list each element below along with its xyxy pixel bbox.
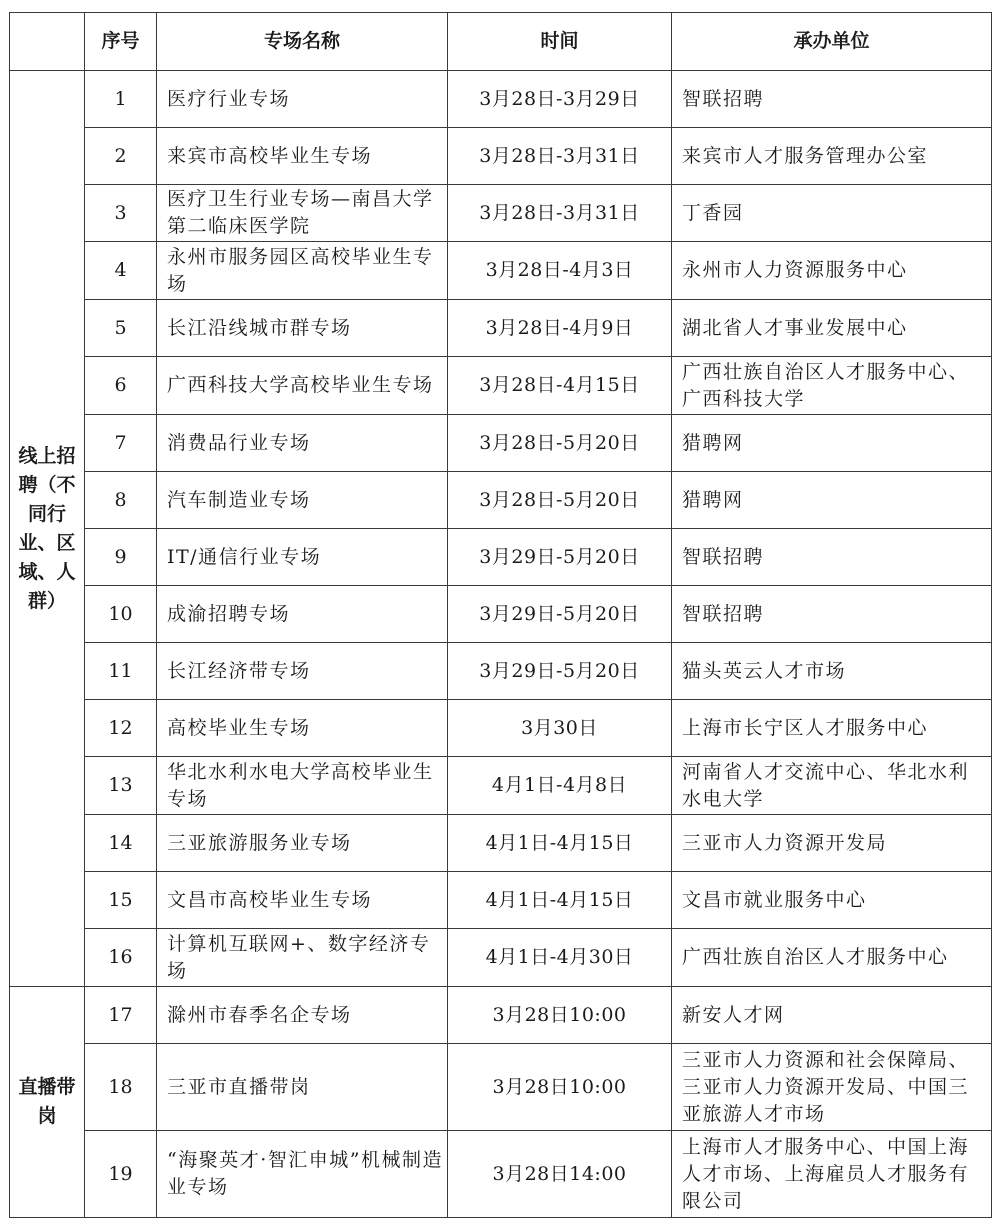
row-time: 3月28日-4月9日 bbox=[448, 300, 672, 357]
row-number: 17 bbox=[85, 987, 157, 1044]
row-number: 1 bbox=[85, 71, 157, 128]
row-organizer: 广西壮族自治区人才服务中心 bbox=[672, 929, 992, 987]
row-organizer: 猫头英云人才市场 bbox=[672, 643, 992, 700]
row-organizer: 广西壮族自治区人才服务中心、广西科技大学 bbox=[672, 357, 992, 415]
row-number: 19 bbox=[85, 1131, 157, 1218]
table-row bbox=[10, 71, 992, 128]
row-organizer: 智联招聘 bbox=[672, 71, 992, 128]
row-organizer: 河南省人才交流中心、华北水利水电大学 bbox=[672, 757, 992, 815]
table-row bbox=[10, 987, 992, 1044]
row-time: 4月1日-4月15日 bbox=[448, 815, 672, 872]
table-row bbox=[10, 1044, 992, 1131]
row-name: 广西科技大学高校毕业生专场 bbox=[157, 357, 448, 415]
row-number: 14 bbox=[85, 815, 157, 872]
row-organizer: 智联招聘 bbox=[672, 529, 992, 586]
row-name: 医疗行业专场 bbox=[157, 71, 448, 128]
row-organizer: 上海市长宁区人才服务中心 bbox=[672, 700, 992, 757]
row-name: 计算机互联网+、数字经济专场 bbox=[157, 929, 448, 987]
row-name: 长江经济带专场 bbox=[157, 643, 448, 700]
row-time: 3月29日-5月20日 bbox=[448, 529, 672, 586]
row-name: 文昌市高校毕业生专场 bbox=[157, 872, 448, 929]
row-name: 成渝招聘专场 bbox=[157, 586, 448, 643]
table-row bbox=[10, 242, 992, 300]
row-number: 6 bbox=[85, 357, 157, 415]
row-name: 三亚市直播带岗 bbox=[157, 1044, 448, 1131]
row-name: 长江沿线城市群专场 bbox=[157, 300, 448, 357]
table-body bbox=[10, 71, 992, 1218]
row-organizer: 三亚市人力资源和社会保障局、三亚市人力资源开发局、中国三亚旅游人才市场 bbox=[672, 1044, 992, 1131]
header-org: 承办单位 bbox=[672, 13, 992, 71]
row-number: 9 bbox=[85, 529, 157, 586]
row-number: 2 bbox=[85, 128, 157, 185]
row-number: 13 bbox=[85, 757, 157, 815]
row-time: 3月29日-5月20日 bbox=[448, 586, 672, 643]
row-organizer: 湖北省人才事业发展中心 bbox=[672, 300, 992, 357]
row-organizer: 上海市人才服务中心、中国上海人才市场、上海雇员人才服务有限公司 bbox=[672, 1131, 992, 1218]
row-time: 3月29日-5月20日 bbox=[448, 643, 672, 700]
row-time: 3月28日-5月20日 bbox=[448, 472, 672, 529]
table-row bbox=[10, 872, 992, 929]
row-time: 3月28日-3月31日 bbox=[448, 185, 672, 242]
job-fair-table bbox=[9, 12, 992, 1218]
row-name: “海聚英才·智汇申城”机械制造业专场 bbox=[157, 1131, 448, 1218]
row-number: 12 bbox=[85, 700, 157, 757]
row-organizer: 猎聘网 bbox=[672, 415, 992, 472]
row-time: 3月28日-3月31日 bbox=[448, 128, 672, 185]
header-row bbox=[10, 13, 992, 71]
category-online: 线上招聘（不同行业、区域、人群） bbox=[10, 71, 85, 987]
row-number: 11 bbox=[85, 643, 157, 700]
row-name: 汽车制造业专场 bbox=[157, 472, 448, 529]
header-name: 专场名称 bbox=[157, 13, 448, 71]
row-organizer: 丁香园 bbox=[672, 185, 992, 242]
row-number: 5 bbox=[85, 300, 157, 357]
table-row bbox=[10, 643, 992, 700]
table-row bbox=[10, 415, 992, 472]
row-number: 4 bbox=[85, 242, 157, 300]
table-row bbox=[10, 700, 992, 757]
table-row bbox=[10, 128, 992, 185]
table-row bbox=[10, 1131, 992, 1218]
row-time: 4月1日-4月30日 bbox=[448, 929, 672, 987]
row-name: 消费品行业专场 bbox=[157, 415, 448, 472]
table-row bbox=[10, 472, 992, 529]
row-number: 15 bbox=[85, 872, 157, 929]
row-name: 高校毕业生专场 bbox=[157, 700, 448, 757]
table-row bbox=[10, 815, 992, 872]
row-organizer: 文昌市就业服务中心 bbox=[672, 872, 992, 929]
row-number: 7 bbox=[85, 415, 157, 472]
row-name: 滁州市春季名企专场 bbox=[157, 987, 448, 1044]
row-number: 18 bbox=[85, 1044, 157, 1131]
table-row bbox=[10, 586, 992, 643]
table-row bbox=[10, 357, 992, 415]
row-time: 3月28日-4月3日 bbox=[448, 242, 672, 300]
row-name: 来宾市高校毕业生专场 bbox=[157, 128, 448, 185]
row-time: 4月1日-4月15日 bbox=[448, 872, 672, 929]
row-name: 永州市服务园区高校毕业生专场 bbox=[157, 242, 448, 300]
row-time: 3月28日-4月15日 bbox=[448, 357, 672, 415]
row-time: 3月28日10:00 bbox=[448, 1044, 672, 1131]
table-row bbox=[10, 185, 992, 242]
header-category bbox=[10, 13, 85, 71]
table-row bbox=[10, 300, 992, 357]
category-live: 直播带岗 bbox=[10, 987, 85, 1218]
row-name: IT/通信行业专场 bbox=[157, 529, 448, 586]
row-number: 10 bbox=[85, 586, 157, 643]
row-time: 3月30日 bbox=[448, 700, 672, 757]
row-name: 医疗卫生行业专场—南昌大学第二临床医学院 bbox=[157, 185, 448, 242]
row-time: 3月28日14:00 bbox=[448, 1131, 672, 1218]
row-name: 三亚旅游服务业专场 bbox=[157, 815, 448, 872]
header-time: 时间 bbox=[448, 13, 672, 71]
row-time: 4月1日-4月8日 bbox=[448, 757, 672, 815]
row-time: 3月28日-5月20日 bbox=[448, 415, 672, 472]
row-number: 3 bbox=[85, 185, 157, 242]
row-organizer: 永州市人力资源服务中心 bbox=[672, 242, 992, 300]
row-organizer: 猎聘网 bbox=[672, 472, 992, 529]
table-row bbox=[10, 929, 992, 987]
row-time: 3月28日-3月29日 bbox=[448, 71, 672, 128]
table-row bbox=[10, 757, 992, 815]
row-time: 3月28日10:00 bbox=[448, 987, 672, 1044]
header-no: 序号 bbox=[85, 13, 157, 71]
row-organizer: 三亚市人力资源开发局 bbox=[672, 815, 992, 872]
row-organizer: 新安人才网 bbox=[672, 987, 992, 1044]
table-row bbox=[10, 529, 992, 586]
row-number: 16 bbox=[85, 929, 157, 987]
row-number: 8 bbox=[85, 472, 157, 529]
row-organizer: 智联招聘 bbox=[672, 586, 992, 643]
row-organizer: 来宾市人才服务管理办公室 bbox=[672, 128, 992, 185]
row-name: 华北水利水电大学高校毕业生专场 bbox=[157, 757, 448, 815]
